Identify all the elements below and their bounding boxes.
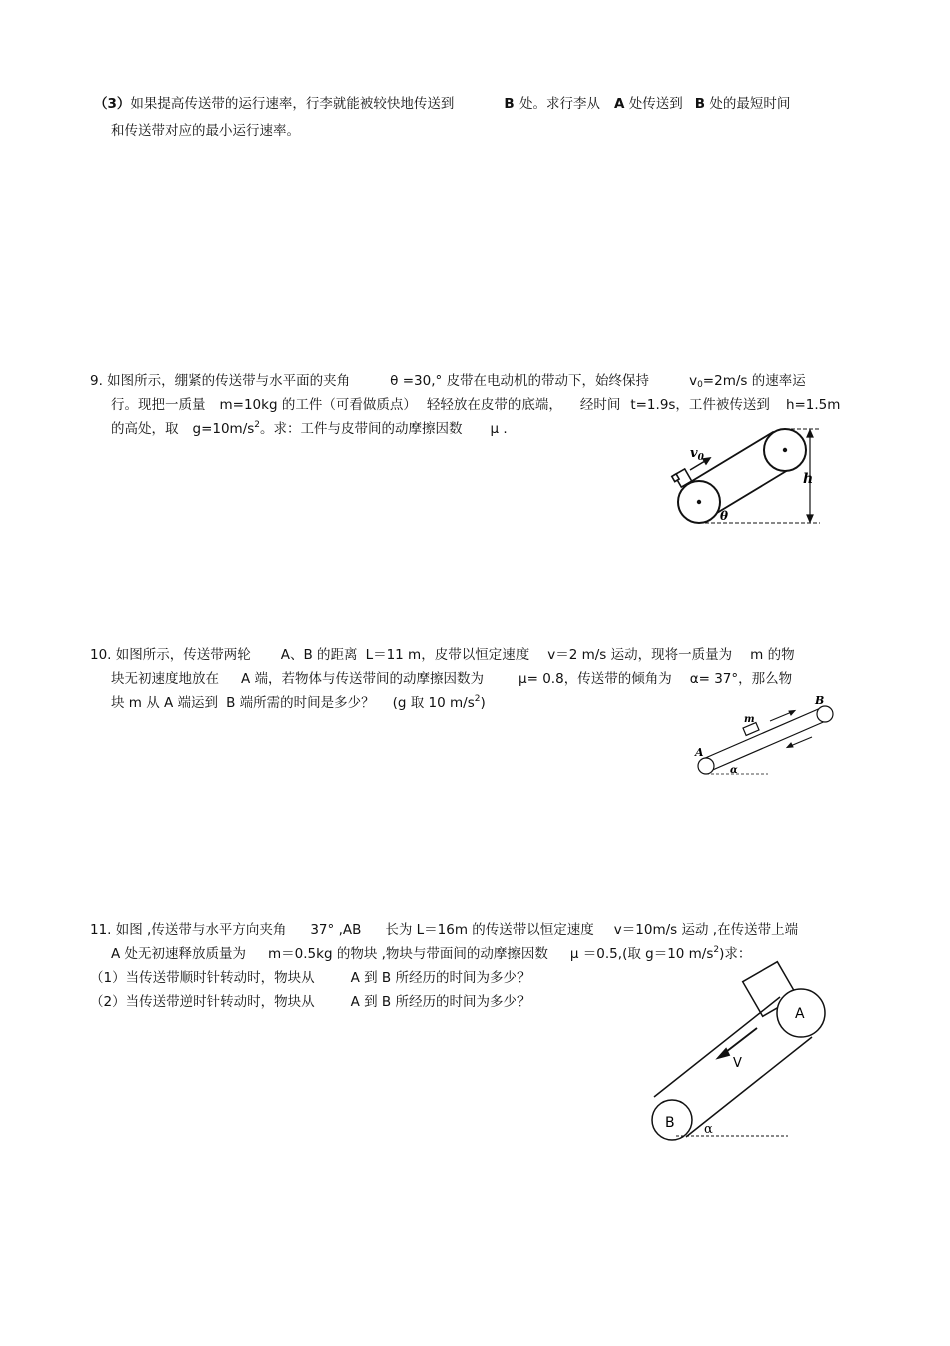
q9-conveyor-figure <box>660 425 860 530</box>
q9-line2: 行。现把一质量 m=10kg 的工件（可看做质点） 轻轻放在皮带的底端， 经时间 t=1.9s，工件被传送到 h=1.5m <box>111 397 841 413</box>
q11-a-label: A <box>795 1006 805 1022</box>
q9-line1: 9. 如图所示，绷紧的传送带与水平面的夹角 θ =30,° 皮带在电动机的带动下，始终保持 $v_0=2m/s$ 的速率运 <box>90 373 806 390</box>
q10-b-label: B <box>815 694 825 707</box>
q9-line3: 的高处，取 $g=10m/s^2$。求：工件与皮带间的动摩擦因数 μ . <box>111 420 508 437</box>
q11-b-label: B <box>665 1115 675 1131</box>
q9-h-label: h <box>803 471 814 487</box>
q10-conveyor-figure <box>690 695 850 785</box>
q10-pulley-a <box>698 758 714 774</box>
q11-alpha-label: α <box>704 1122 713 1137</box>
q11-line1: 11. 如图 ,传送带与水平方向夹角 37° ,AB 长为 L＝16m 的传送带以恒定速度 v＝10m/s 运动 ,在传送带上端 <box>90 922 799 938</box>
q10-lower-arrow <box>787 737 812 748</box>
q11-velocity-arrow <box>718 1028 757 1058</box>
q8-part3-line2: 和传送带对应的最小运行速率。 <box>111 123 300 139</box>
q10-pulley-b <box>817 706 833 722</box>
q11-line2: A 处无初速释放质量为 m＝0.5kg 的物块 ,物块与带面间的动摩擦因数 μ ＝0.5,(取 g＝10 $m/s^2$)求： <box>111 945 752 962</box>
q8-part3-number: （3） <box>94 96 131 112</box>
q11-conveyor-figure <box>640 965 840 1145</box>
q11-v-label: V <box>733 1056 742 1071</box>
q11-part2: （2）当传送带逆时针转动时，物块从 A 到 B 所经历的时间为多少？ <box>90 994 531 1010</box>
q10-m-label: m <box>744 714 755 725</box>
q11-part1: （1）当传送带顺时针转动时，物块从 A 到 B 所经历的时间为多少？ <box>90 970 531 986</box>
q9-v-label: $v_0$ <box>690 446 704 463</box>
q10-alpha-label: α <box>730 765 738 776</box>
q10-belt <box>703 707 828 772</box>
q10-line2: 块无初速度地放在 A 端，若物体与传送带间的动摩擦因数为 μ= 0.8，传送带的倾角为 α= 37°，那么物 <box>111 671 793 687</box>
q10-a-label: A <box>695 746 704 759</box>
q10-line3: 块 m 从 A 端运到 B 端所需的时间是多少？ (g 取 10 $m/s^2$) <box>111 694 486 711</box>
q8-part3-line1: （3）如果提高传送带的运行速率，行李就能被较快地传送到 B 处。求行李从 A 处传送到 B 处的最短时间 <box>94 96 791 112</box>
q10-line1: 10. 如图所示，传送带两轮 A、B 的距离 L＝11 m，皮带以恒定速度 v＝2 m/s 运动，现将一质量为 m 的物 <box>90 647 795 663</box>
q10-upper-arrow <box>770 711 795 722</box>
q9-theta-label: θ <box>720 509 729 523</box>
